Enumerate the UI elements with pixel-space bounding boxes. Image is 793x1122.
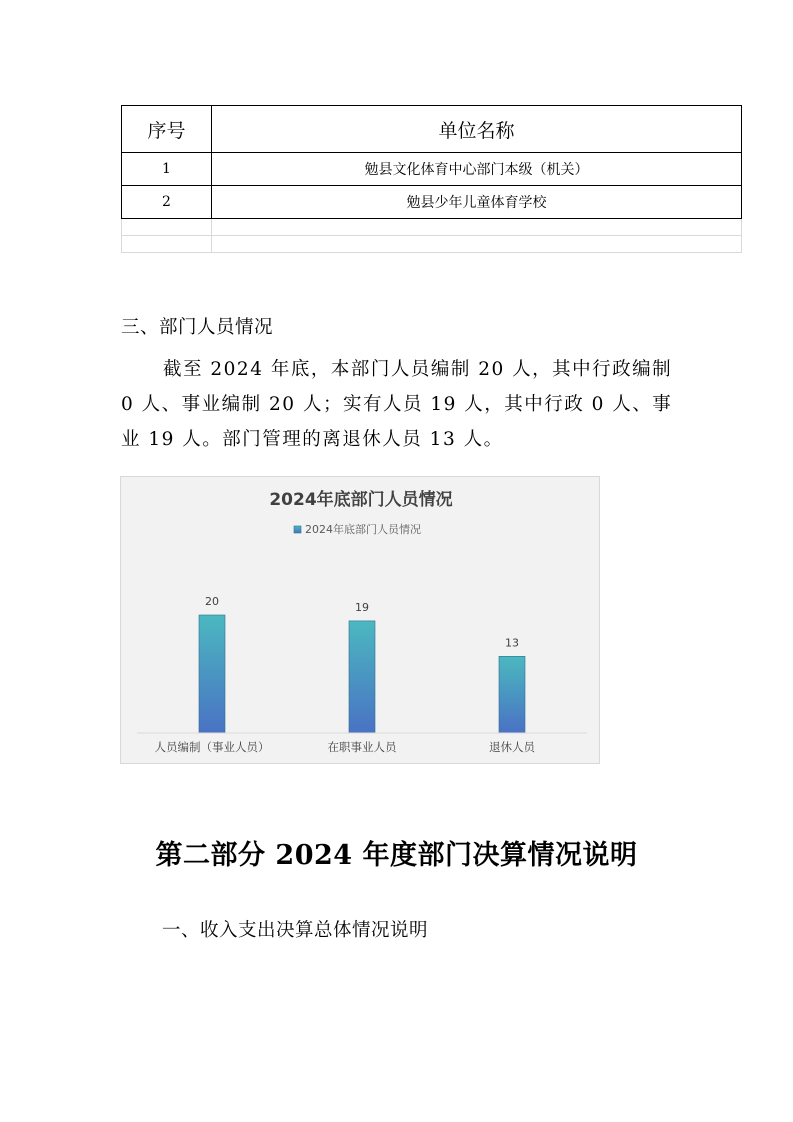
chart-title: 2024年底部门人员情况: [269, 490, 453, 510]
table-row: [122, 186, 742, 219]
paragraph-line-2: 0 人、事业编制 20 人；实有人员 19 人，其中行政 0 人、事: [121, 394, 673, 415]
row-number: 1: [122, 153, 212, 186]
x-tick-label: 退休人员: [489, 740, 535, 754]
paragraph-line-3: 业 19 人。部门管理的离退休人员 13 人。: [121, 429, 504, 450]
bar-data-label: 13: [505, 636, 519, 650]
chart-canvas: [121, 477, 601, 765]
x-tick-label: 人员编制（事业人员）: [154, 740, 270, 754]
sub-heading: 一、收入支出决算总体情况说明: [162, 920, 429, 941]
row-unit-name: 勉县文化体育中心部门本级（机关）: [212, 153, 742, 186]
table-row: [122, 153, 742, 186]
table-empty-row: [122, 236, 742, 253]
legend-swatch: [294, 526, 301, 533]
row-unit-name: 勉县少年儿童体育学校: [212, 186, 742, 219]
table-empty-row: [122, 219, 742, 236]
staff-paragraph: [121, 352, 681, 457]
empty-cell: [212, 236, 742, 253]
chart-bar: [199, 615, 225, 733]
chart-bar: [349, 621, 375, 733]
empty-cell: [212, 219, 742, 236]
section-heading: 三、部门人员情况: [121, 317, 274, 338]
row-number: 2: [122, 186, 212, 219]
header-number: 序号: [122, 106, 212, 153]
paragraph-line-1: 截至 2024 年底，本部门人员编制 20 人，其中行政编制: [163, 359, 673, 380]
bar-data-label: 19: [355, 600, 369, 614]
table-header-row: [122, 106, 742, 153]
x-tick-label: 在职事业人员: [327, 740, 397, 754]
staff-bar-chart: [120, 476, 600, 764]
empty-cell: [122, 219, 212, 236]
unit-table: [121, 105, 742, 253]
chart-bar: [499, 656, 525, 733]
part-heading: 第二部分 2024 年度部门决算情况说明: [155, 840, 638, 871]
header-unit-name: 单位名称: [212, 106, 742, 153]
bar-data-label: 20: [205, 595, 219, 608]
bars-layer: [155, 595, 537, 754]
empty-cell: [122, 236, 212, 253]
legend-label: 2024年底部门人员情况: [305, 523, 421, 536]
